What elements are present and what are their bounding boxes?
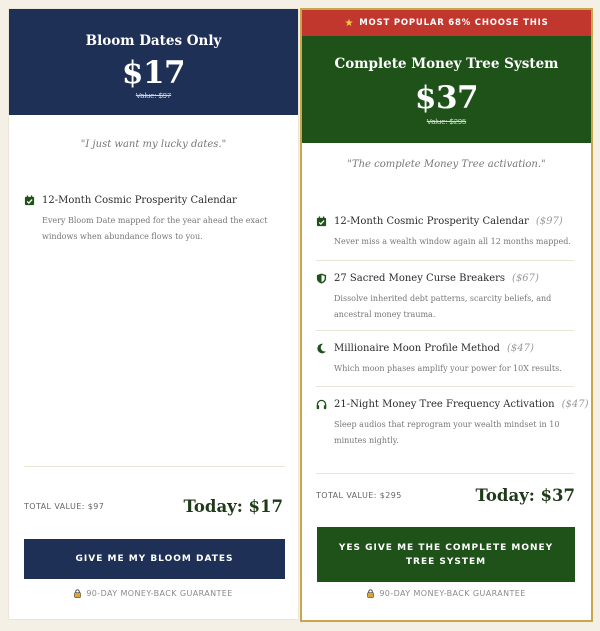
divider [316,473,574,474]
divider [24,466,285,467]
plan-title: Bloom Dates Only [85,33,222,49]
feature-description: Every Bloom Date mapped for the year ahead the exact windows when abundance flows to you. [42,216,268,241]
feature-value: ($67) [512,273,539,284]
guarantee-badge [302,589,591,598]
feature-title: 21-Night Money Tree Frequency Activation [334,399,555,410]
guarantee-text: 90-DAY MONEY-BACK GUARANTEE [86,589,233,598]
divider [316,330,574,331]
feature-description: Which moon phases amplify your power for 10X results. [334,364,562,373]
feature-title: Millionaire Moon Profile Method [334,343,500,354]
calendar-check-icon [24,195,35,206]
feature-value: ($47) [561,399,589,410]
lock-icon [367,589,374,598]
pricing-card-complete-system [300,8,593,622]
plan-price: $37 [414,80,479,116]
feature-title: 12-Month Cosmic Prosperity Calendar [42,195,237,206]
feature-title: 12-Month Cosmic Prosperity Calendar [334,216,529,227]
feature-title: 27 Sacred Money Curse Breakers [334,273,506,284]
plan-price: $17 [121,55,186,91]
feature-description: Never miss a wealth window again all 12 months mapped. [334,237,571,246]
lock-icon [74,589,81,598]
moon-icon [316,343,327,354]
give-me-bloom-dates-button[interactable]: GIVE ME MY BLOOM DATES [24,539,285,579]
ribbon-text: MOST POPULAR 68% CHOOSE THIS [359,18,549,28]
feature-value: ($47) [506,343,534,354]
calendar-check-icon [316,216,327,227]
original-value: Value: $295 [426,117,467,126]
guarantee-text: 90-DAY MONEY-BACK GUARANTEE [379,589,526,598]
total-value: TOTAL VALUE: $97 [24,502,105,511]
feature-description: Dissolve inherited debt patterns, scarcity beliefs, and ancestral money trauma. [334,294,552,319]
plan-tagline: "I just want my lucky dates." [80,139,227,150]
headphones-icon [316,399,327,410]
original-value: Value: $97 [135,91,172,100]
guarantee-badge [9,589,298,598]
pricing-card-bloom-dates [8,8,299,620]
star-icon: ★ [344,17,355,29]
card-header [9,9,298,115]
divider [316,260,574,261]
plan-tagline: "The complete Money Tree activation." [347,159,546,170]
today-price: Today: $37 [475,486,575,505]
card-header [302,36,591,143]
shield-icon [316,273,327,284]
today-price: Today: $17 [183,497,283,516]
give-me-complete-system-button[interactable]: YES GIVE ME THE COMPLETE MONEY TREE SYSTEM [317,527,575,582]
most-popular-ribbon [302,10,591,36]
plan-title: Complete Money Tree System [334,56,559,72]
feature-value: ($97) [535,216,563,227]
total-value: TOTAL VALUE: $295 [316,491,402,500]
feature-description: Sleep audios that reprogram your wealth mindset in 10 minutes nightly. [334,420,560,445]
divider [316,386,574,387]
